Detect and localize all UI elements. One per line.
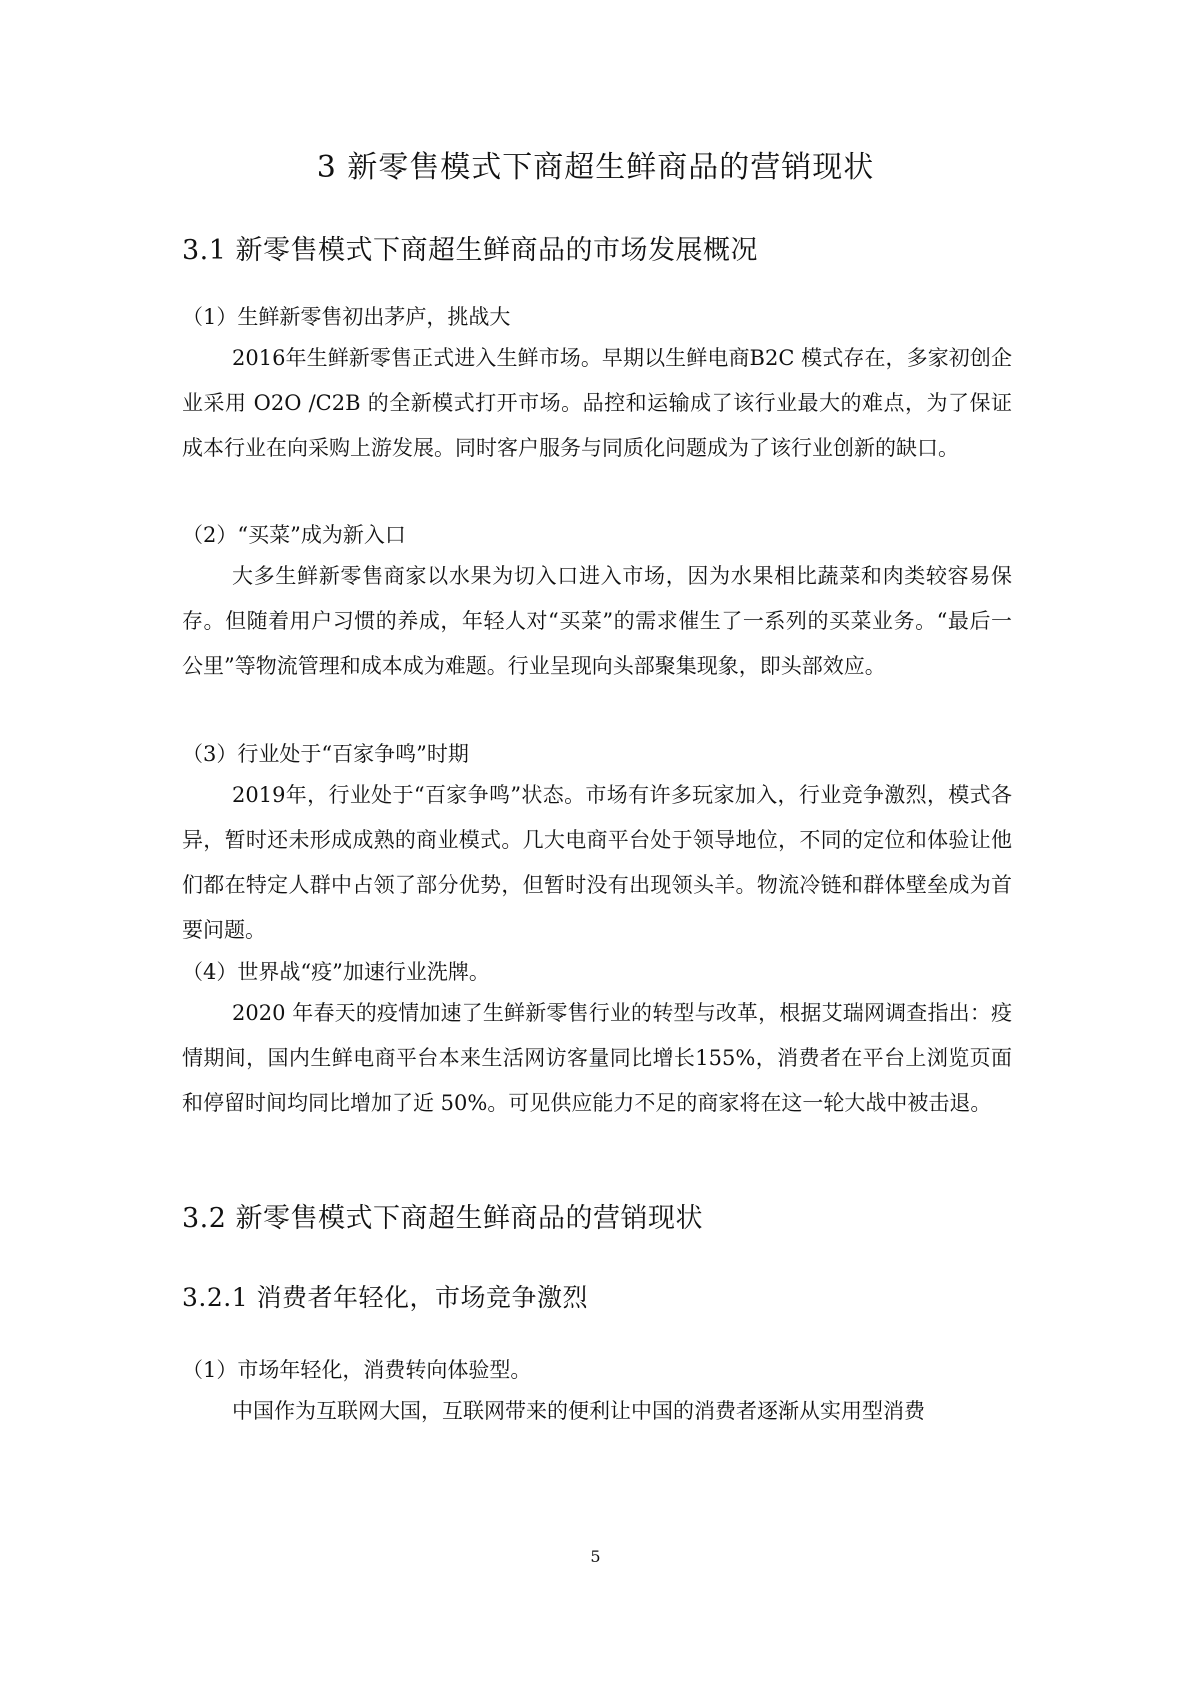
subheading-1: （1）生鲜新零售初出茅庐，挑战大 — [182, 305, 511, 329]
section-heading-3-2-1: 3.2.1 消费者年轻化，市场竞争激烈 — [182, 1283, 589, 1312]
section-heading-3-2: 3.2 新零售模式下商超生鲜商品的营销现状 — [182, 1203, 704, 1234]
paragraph-3: 2019年，行业处于“百家争鸣”状态。市场有许多玩家加入，行业竞争激烈，模式各异，暂时还未形成成熟的商业模式。几大电商平台处于领导地位，不同的定位和体验让他们都在特定人群中占领了部分优势，但暂时没有出现领头羊。物流冷链和群体壁垒成为首要问题。 — [182, 783, 1012, 942]
paragraph-5: 中国作为互联网大国，互联网带来的便利让中国的消费者逐渐从实用型消费 — [232, 1399, 925, 1423]
paragraph-2: 大多生鲜新零售商家以水果为切入口进入市场，因为水果相比蔬菜和肉类较容易保存。但随着用户习惯的养成，年轻人对“买菜”的需求催生了一系列的买菜业务。“最后一公里”等物流管理和成本成为难题。行业呈现向头部聚集现象，即头部效应。 — [182, 564, 1012, 678]
subheading-3: （3）行业处于“百家争鸣”时期 — [182, 742, 469, 766]
subheading-2: （2）“买菜”成为新入口 — [182, 523, 406, 547]
subheading-5: （1）市场年轻化，消费转向体验型。 — [182, 1358, 532, 1382]
paragraph-4: 2020 年春天的疫情加速了生鲜新零售行业的转型与改革，根据艾瑞网调查指出：疫情期间，国内生鲜电商平台本来生活网访客量同比增长155%，消费者在平台上浏览页面和停留时间均同比增加了近 50%。可见供应能力不足的商家将在这一轮大战中被击退。 — [182, 1001, 1012, 1115]
section-heading-3-1: 3.1 新零售模式下商超生鲜商品的市场发展概况 — [182, 235, 759, 266]
chapter-title: 3 新零售模式下商超生鲜商品的营销现状 — [316, 150, 875, 185]
paragraph-1: 2016年生鲜新零售正式进入生鲜市场。早期以生鲜电商B2C 模式存在，多家初创企业采用 O2O /C2B 的全新模式打开市场。品控和运输成了该行业最大的难点，为了保证成本行业在向采购上游发展。同时客户服务与同质化问题成为了该行业创新的缺口。 — [182, 346, 1012, 460]
subheading-4: （4）世界战“疫”加速行业洗牌。 — [182, 960, 490, 984]
page-number: 5 — [590, 1547, 601, 1566]
